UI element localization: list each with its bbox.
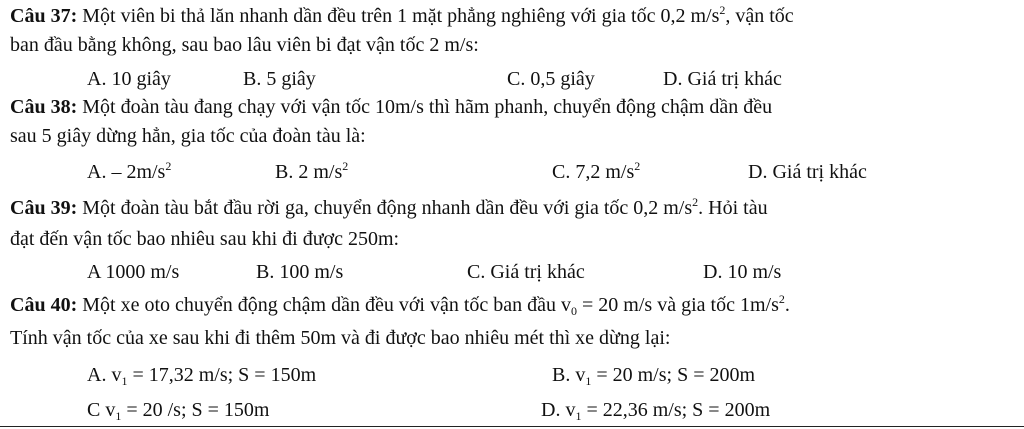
question-38-option-c-text: C. 7,2 m/s: [552, 161, 635, 183]
question-38-option-c-sup: 2: [634, 159, 641, 173]
question-37-option-d: D. Giá trị khác: [663, 68, 782, 90]
question-37-line-1: [10, 4, 794, 28]
question-40-option-d-pre: D. v: [541, 399, 576, 421]
question-37-option-c: C. 0,5 giây: [507, 68, 595, 90]
question-37-label: Câu 37:: [10, 5, 78, 27]
question-40-label: Câu 40:: [10, 294, 78, 316]
question-39-text-1: Một đoàn tàu bắt đầu rời ga, chuyển động nhanh dần đều với gia tốc 0,2 m/s: [77, 197, 693, 219]
question-40-sub: 0: [571, 304, 578, 318]
question-40-option-c: [87, 398, 269, 422]
question-38-option-c: [552, 160, 640, 184]
question-39-option-a: A 1000 m/s: [87, 261, 180, 283]
question-39-line-2: đạt đến vận tốc bao nhiêu sau khi đi được 250m:: [10, 228, 400, 250]
question-38-option-a: [87, 160, 171, 184]
question-40-text-1: Một xe oto chuyển động chậm dần đều với vận tốc ban đầu v: [77, 294, 572, 316]
question-38-option-b-sup: 2: [342, 159, 349, 173]
bottom-divider: [0, 426, 1024, 427]
question-39-label: Câu 39:: [10, 197, 78, 219]
question-40-sup: 2: [778, 292, 785, 306]
question-40-option-b-post: = 20 m/s; S = 200m: [591, 364, 756, 386]
question-39-option-b: B. 100 m/s: [256, 261, 344, 283]
question-38-text-1: Một đoàn tàu đang chạy với vận tốc 10m/s thì hãm phanh, chuyển động chậm dần đều: [77, 96, 773, 118]
question-40-option-c-sub: 1: [115, 409, 122, 423]
question-40-option-d: [541, 398, 770, 422]
question-40-option-b-pre: B. v: [552, 364, 586, 386]
question-39-line-1: [10, 196, 768, 220]
question-40-line-2: Tính vận tốc của xe sau khi đi thêm 50m và đi được bao nhiêu mét thì xe dừng lại:: [10, 327, 671, 349]
question-37-option-a: A. 10 giây: [87, 68, 171, 90]
question-40-text-1-end: .: [784, 294, 790, 316]
question-38-line-1: [10, 95, 772, 119]
question-38-option-b-text: B. 2 m/s: [275, 161, 343, 183]
question-40-line-1: [10, 293, 790, 317]
question-40-option-a: [87, 363, 316, 387]
question-37-option-b: B. 5 giây: [243, 68, 316, 90]
question-38-option-b: [275, 160, 348, 184]
question-37-text-1: Một viên bi thả lăn nhanh dần đều trên 1 mặt phẳng nghiêng với gia tốc 0,2 m/s: [77, 5, 720, 27]
question-38-option-a-sup: 2: [165, 159, 172, 173]
question-37-text-1-end: , vận tốc: [725, 5, 794, 27]
question-38-label: Câu 38:: [10, 96, 78, 118]
question-39-sup: 2: [692, 195, 699, 209]
question-40-option-d-sub: 1: [575, 409, 582, 423]
question-39-option-d: D. 10 m/s: [703, 261, 782, 283]
question-39-option-c: C. Giá trị khác: [467, 261, 585, 283]
question-40-option-a-sub: 1: [121, 374, 128, 388]
question-38-option-a-text: A. – 2m/s: [87, 161, 166, 183]
question-37-line-2: ban đầu bằng không, sau bao lâu viên bi đạt vận tốc 2 m/s:: [10, 34, 479, 56]
question-39-text-1-end: . Hỏi tàu: [698, 197, 768, 219]
question-40-option-b: [552, 363, 755, 387]
question-38-line-2: sau 5 giây dừng hẳn, gia tốc của đoàn tàu là:: [10, 125, 366, 147]
question-40-text-1-mid: = 20 m/s và gia tốc 1m/s: [577, 294, 779, 316]
question-40-option-a-pre: A. v: [87, 364, 122, 386]
question-40-option-b-sub: 1: [585, 374, 592, 388]
question-40-option-a-post: = 17,32 m/s; S = 150m: [127, 364, 317, 386]
question-40-option-c-post: = 20 /s; S = 150m: [121, 399, 270, 421]
question-37-sup: 2: [719, 3, 726, 17]
question-40-option-d-post: = 22,36 m/s; S = 200m: [581, 399, 771, 421]
question-40-option-c-pre: C v: [87, 399, 116, 421]
question-38-option-d: D. Giá trị khác: [748, 161, 867, 183]
